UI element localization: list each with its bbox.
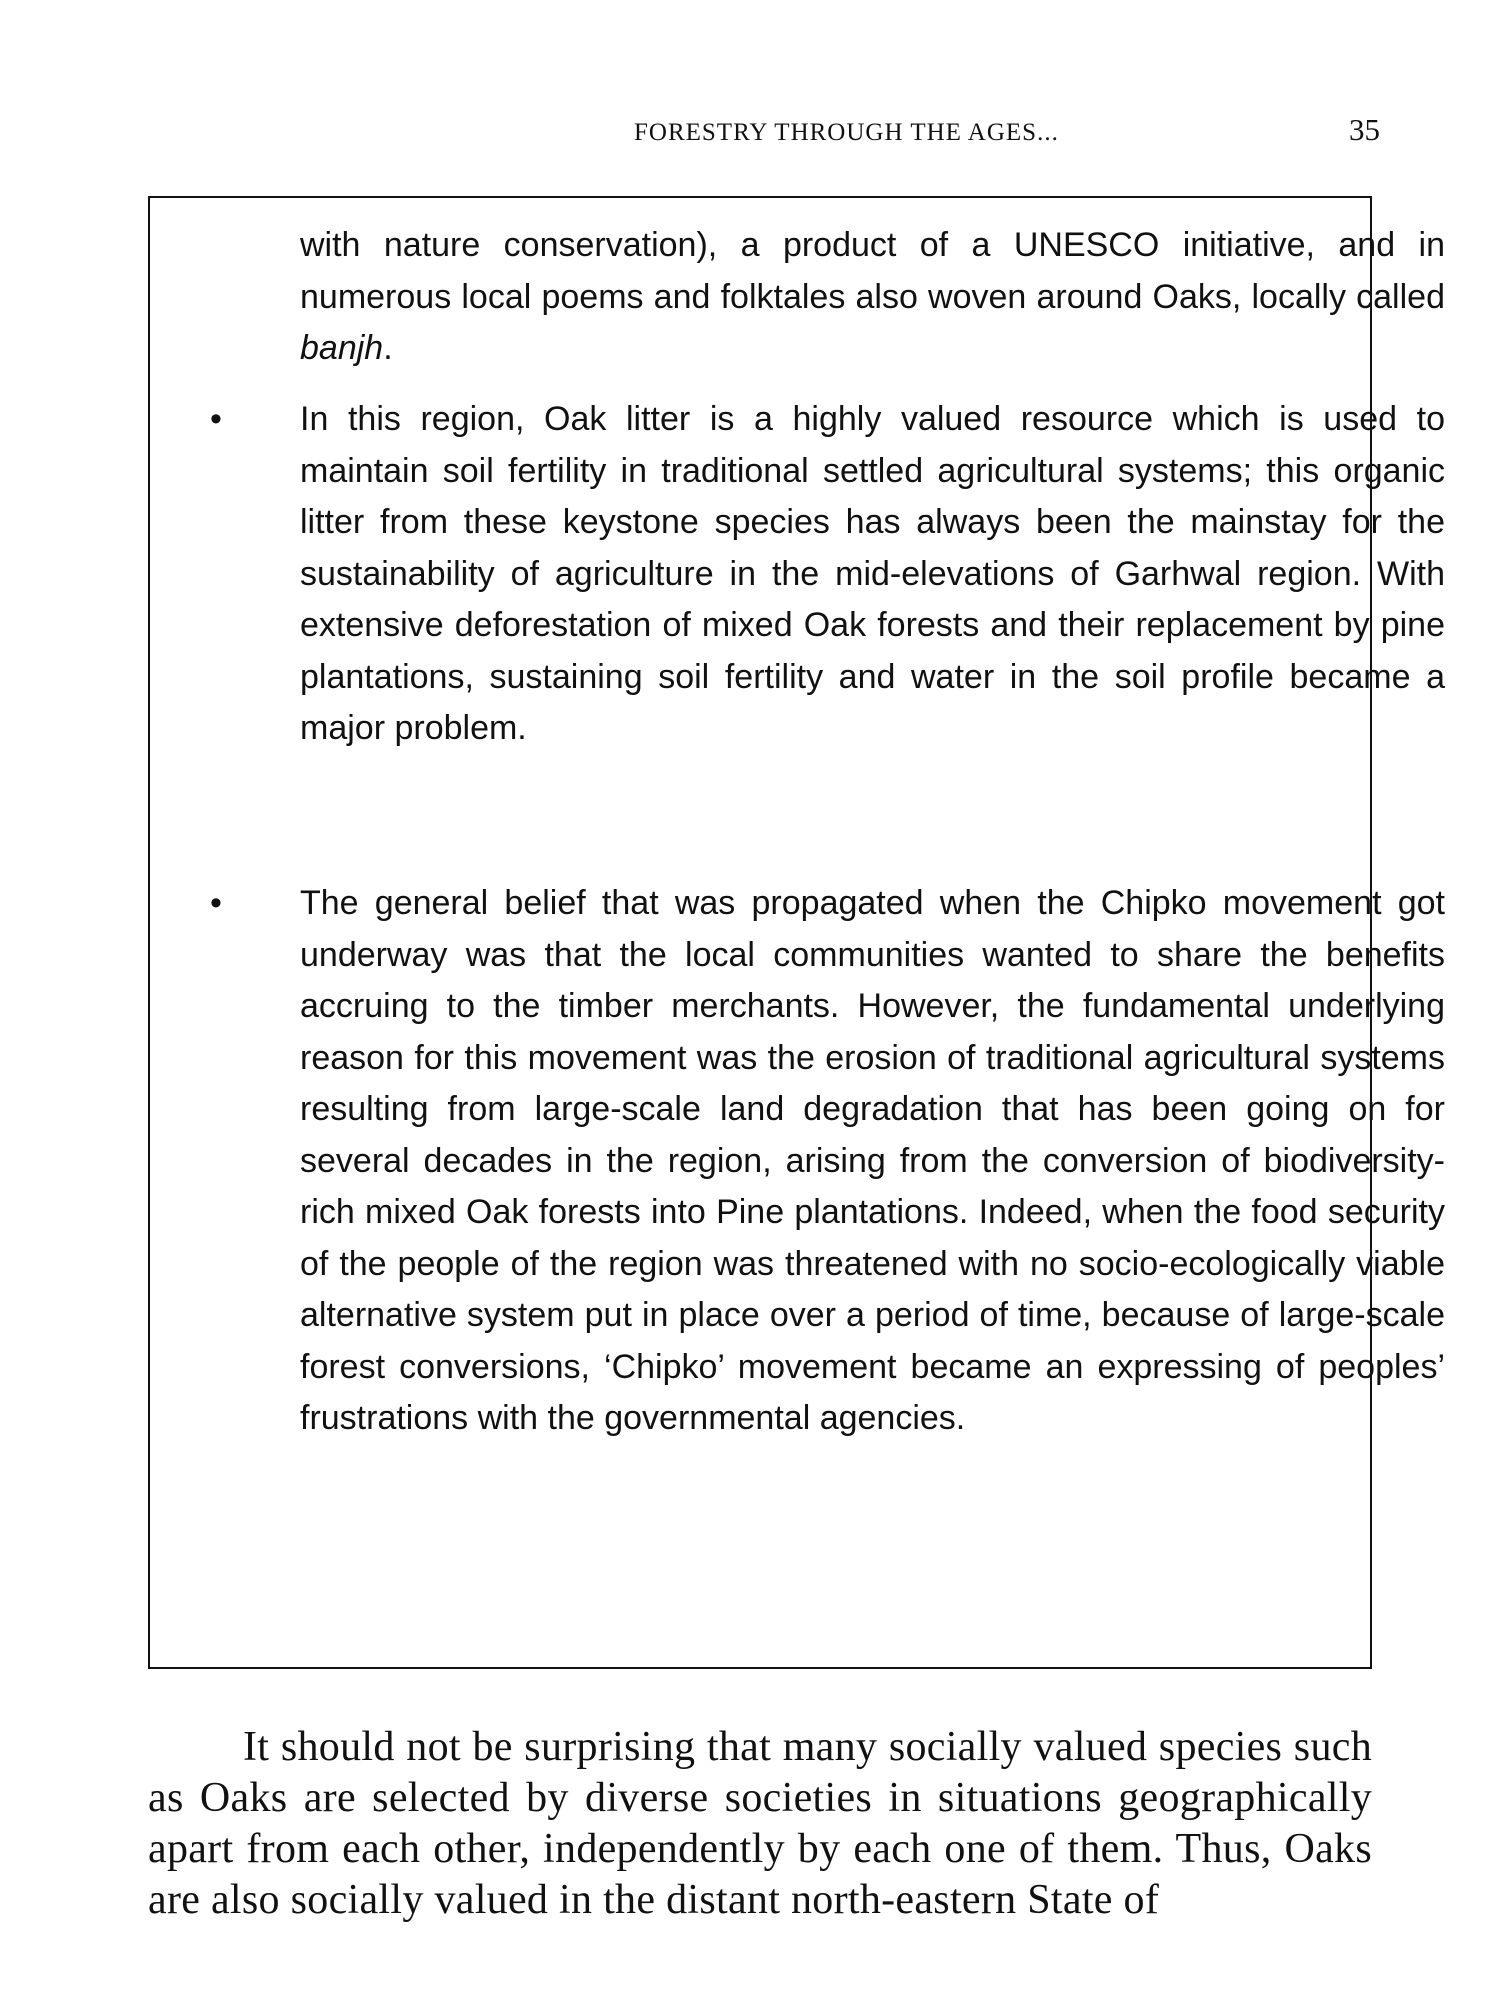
bullet-text: In this region, Oak litter is a highly valued resource which is used to maintain soil fertility in traditional settled agricultural systems; this organic litter from these keystone species has always been the mainstay for the sustainability of agriculture in the mid-elevations of Garhwal region. With extensive deforestation of mixed Oak forests and their replacement by pine plantations, sustaining soil fertility and water in the soil profile became a major problem. xyxy=(300,400,1445,747)
italic-term: banjh xyxy=(300,329,384,367)
box-continuation-paragraph xyxy=(300,220,1445,375)
bullet-marker: • xyxy=(210,884,222,922)
running-header xyxy=(634,112,1380,148)
continuation-end: . xyxy=(383,329,393,367)
body-paragraph: It should not be surprising that many socially valued species such as Oaks are selected by diverse societies in situations geographically apart from each other, independently by each one of them. Thus, Oaks are also socially valued in the distant north-eastern State of xyxy=(148,1724,1372,1923)
page-number: 35 xyxy=(1349,112,1380,147)
boxed-text-panel xyxy=(148,196,1445,1669)
continuation-text: with nature conservation), a product of a UNESCO initiative, and in numerous local poems and folktales also woven around Oaks, locally called xyxy=(300,226,1445,316)
bullet-marker: • xyxy=(210,400,222,438)
bullet-text: The general belief that was propagated when the Chipko movement got underway was that the local communities wanted to share the benefits accruing to the timber merchants. However, the fundamental underlying reason for this movement was the erosion of traditional agricultural systems resulting from large-scale land degradation that has been going on for several decades in the region, arising from the conversion of biodiversity-rich mixed Oak forests into Pine plantations. Indeed, when the food security of the people of the region was threatened with no socio-ecologically viable alternative system put in place over a period of time, because of large-scale forest conversions, ‘Chipko’ movement became an expressing of peoples’ frustrations with the governmental agencies. xyxy=(300,884,1445,1437)
running-title: FORESTRY THROUGH THE AGES... xyxy=(634,119,1059,146)
